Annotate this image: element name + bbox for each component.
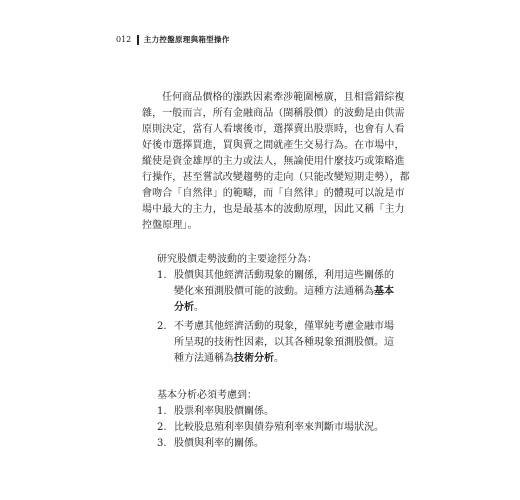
intro-line: 好後市選擇買進，買與賣之間就產生交易行為。在市場中， — [142, 140, 405, 151]
header-divider — [137, 35, 139, 45]
intro-paragraph — [142, 90, 410, 234]
list-line: 股價與利率的關係。 — [174, 438, 264, 449]
list-item — [157, 404, 397, 420]
list-line-text: 種方法通稱為 — [174, 353, 234, 364]
section-lead: 基本分析必須考慮到： — [157, 390, 257, 401]
intro-line: 控盤原理」。 — [142, 220, 198, 231]
intro-line: 會吻合「自然律」的範疇，而「自然律」的體現可以說是市 — [142, 188, 405, 199]
term-fundamental-b: 分析 — [174, 302, 194, 313]
list-number: 3. — [157, 438, 167, 449]
list-line — [174, 284, 397, 300]
intro-line: 場中最大的主力，也是最基本的波動原理，因此又稱「主力 — [142, 204, 405, 215]
list-number: 1. — [157, 270, 167, 281]
list-line: 不考慮其他經濟活動的現象，僅單純考慮金融市場 — [174, 321, 394, 332]
list-line-text: 變化來預測股價可能的波動。這種方法通稱為 — [174, 286, 374, 297]
term-technical: 技術分析 — [234, 353, 274, 364]
list-item — [157, 420, 397, 436]
running-title: 主力控盤原理與箱型操作 — [143, 35, 230, 44]
page-number: 012 — [116, 35, 132, 44]
list-line: 股價與其他經濟活動現象的關係，利用這些關係的 — [174, 270, 394, 281]
list-line — [174, 300, 397, 316]
fundamental-factors-section — [157, 388, 397, 452]
list-line-tail: 。 — [194, 302, 204, 313]
list-line: 所呈現的技術性因素，以其各種現象預測股價。這 — [174, 337, 394, 348]
list-line-tail: 。 — [274, 353, 284, 364]
intro-line: 縱使是資金雄厚的主力或法人，無論使用什麼技巧或策略進 — [142, 156, 405, 167]
intro-line: 行操作，甚至嘗試改變趨勢的走向（只能改變短期走勢），都 — [142, 172, 410, 183]
list-number: 1. — [157, 406, 167, 417]
list-item — [157, 319, 397, 367]
section-lead: 研究股價走勢波動的主要途徑分為： — [157, 254, 317, 265]
list-item — [157, 268, 397, 316]
running-header — [116, 34, 230, 45]
list-line: 股票利率與股價關係。 — [174, 406, 274, 417]
term-fundamental-a: 基本 — [374, 286, 394, 297]
intro-line: 原則決定，當有人看壞後市，選擇賣出股票時，也會有人看 — [142, 124, 405, 135]
list-line: 比較股息殖利率與債券殖利率來判斷市場狀況。 — [174, 422, 384, 433]
list-number: 2. — [157, 321, 167, 332]
intro-line: 任何商品價格的漲跌因素牽涉範圍極廣，且相當錯綜複 — [162, 92, 405, 103]
list-item — [157, 436, 397, 452]
intro-line: 雜，一般而言，所有金融商品（閩稱股價）的波動是由供需 — [142, 108, 405, 119]
list-number: 2. — [157, 422, 167, 433]
list-line — [174, 351, 397, 367]
analysis-approaches-section — [157, 252, 397, 367]
